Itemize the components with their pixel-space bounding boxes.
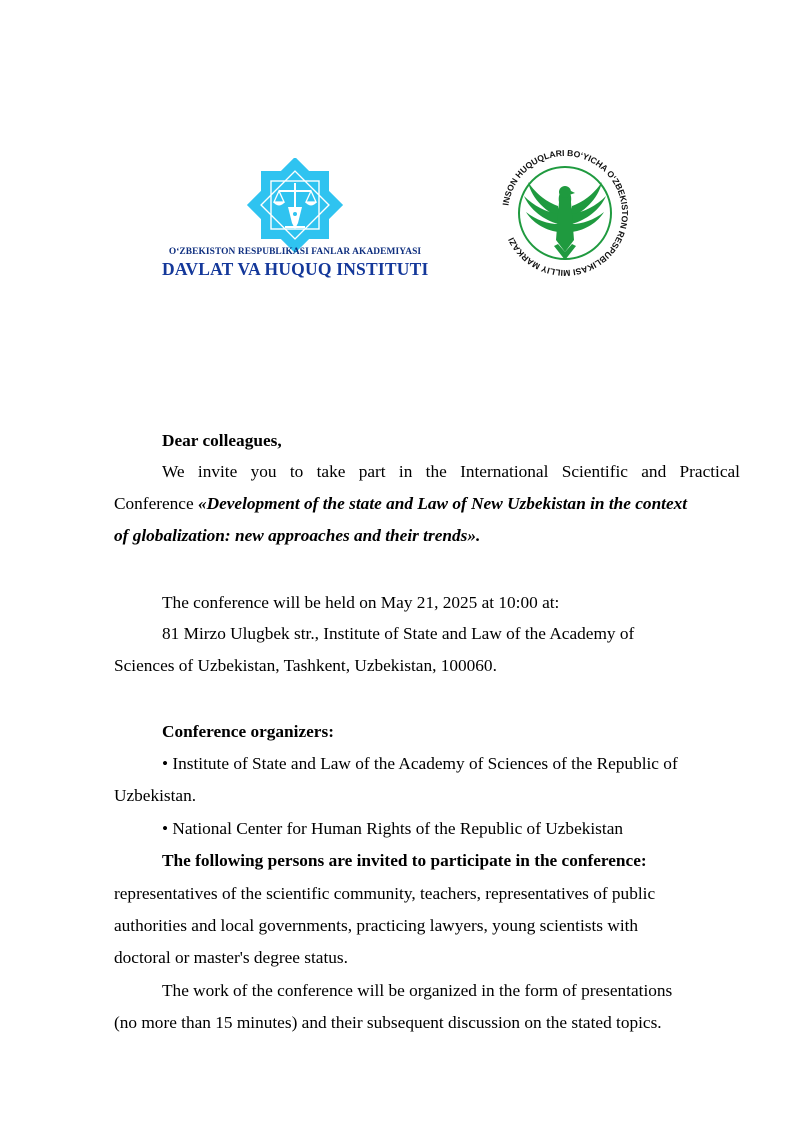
organizer-1-line-2: Uzbekistan.	[114, 786, 197, 805]
work-line-1: The work of the conference will be organized in the form of presentations	[162, 981, 673, 1000]
invite-line-1: We invite you to take part in the International Scientific and Practical	[162, 462, 740, 481]
organizer-1-line-1: • Institute of State and Law of the Academy of Sciences of the Republic of	[162, 754, 678, 773]
human-rights-center-logo	[492, 140, 638, 286]
participants-line-3: doctoral or master's degree status.	[114, 948, 348, 967]
address-line-1: 81 Mirzo Ulugbek str., Institute of State and Law of the Academy of	[162, 624, 635, 643]
participants-heading: The following persons are invited to participate in the conference:	[162, 851, 647, 870]
greeting: Dear colleagues,	[162, 431, 282, 450]
star-emblem-icon	[247, 158, 343, 253]
address-line-2: Sciences of Uzbekistan, Tashkent, Uzbekistan, 100060.	[114, 656, 497, 675]
logo-ring-text: INSON HUQUQLARI BO‘YICHA O‘ZBEKISTON RESPUBLIKASI MILLIY MARKAZI	[500, 147, 631, 279]
work-line-2: (no more than 15 minutes) and their subsequent discussion on the stated topics.	[114, 1013, 662, 1032]
institute-name-line1: O‘ZBEKISTON RESPUBLIKASI FANLAR AKADEMIYASI	[168, 247, 422, 257]
participants-line-2: authorities and local governments, practicing lawyers, young scientists with	[114, 916, 639, 935]
organizer-2: • National Center for Human Rights of the Republic of Uzbekistan	[162, 819, 624, 838]
institute-name-line2: DAVLAT VA HUQUQ INSTITUTI	[162, 259, 429, 279]
conference-title-part-2: of globalization: new approaches and their trends».	[114, 526, 481, 545]
eagle-icon	[519, 167, 611, 260]
conference-title-part-1: «Development of the state and Law of New Uzbekistan in the context	[197, 494, 688, 513]
held-date-line: The conference will be held on May 21, 2025 at 10:00 at:	[162, 593, 560, 612]
invite-line-2	[114, 488, 687, 519]
participants-line-1: representatives of the scientific community, teachers, representatives of public	[114, 884, 656, 903]
organizers-heading: Conference organizers:	[162, 722, 334, 741]
conference-word: Conference	[114, 494, 198, 513]
